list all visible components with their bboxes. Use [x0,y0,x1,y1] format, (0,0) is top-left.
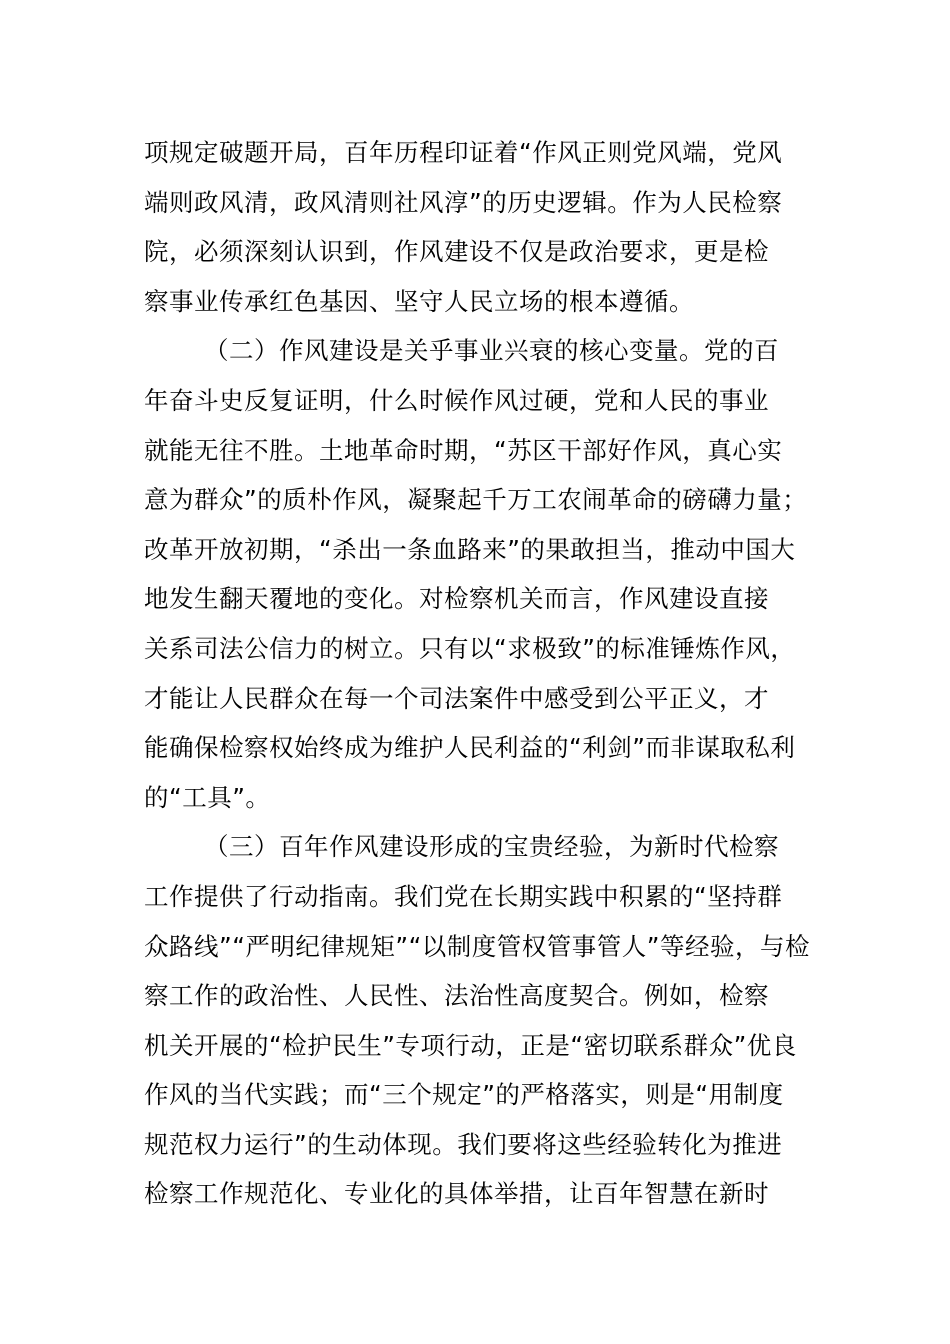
text-line: 能确保检察权始终成为维护人民利益的“利剑”而非谋取私利 [144,733,796,763]
paragraph-3-first-line: （三）百年作风建设形成的宝贵经验，为新时代检察 [204,832,779,862]
text-line: 的“工具”。 [144,782,271,812]
text-line: 端则政风清，政风清则社风淳”的历史逻辑。作为人民检察 [144,187,783,217]
text-line: 地发生翻天覆地的变化。对检察机关而言，作风建设直接 [144,584,769,614]
text-line: 机关开展的“检护民生”专项行动，正是“密切联系群众”优良 [144,1030,797,1060]
text-line: 项规定破题开局，百年历程印证着“作风正则党风端，党风 [144,138,783,167]
text-line: 检察工作规范化、专业化的具体举措，让百年智慧在新时 [144,1179,769,1209]
text-line: 作风的当代实践；而“三个规定”的严格落实，则是“用制度 [144,1080,784,1110]
text-line: 察工作的政治性、人民性、法治性高度契合。例如，检察 [144,981,769,1011]
text-line: 察事业传承红色基因、坚守人民立场的根本遵循。 [144,286,694,316]
text-line: 才能让人民群众在每一个司法案件中感受到公平正义，才 [144,683,769,713]
text-line: 院，必须深刻认识到，作风建设不仅是政治要求，更是检 [144,237,769,267]
text-line: 就能无往不胜。土地革命时期，“苏区干部好作风，真心实 [144,435,783,465]
paragraph-2-first-line: （二）作风建设是关乎事业兴衰的核心变量。党的百 [204,336,779,366]
text-line: 意为群众”的质朴作风，凝聚起千万工农闹革命的磅礴力量； [144,485,808,515]
text-line: 关系司法公信力的树立。只有以“求极致”的标准锤炼作风， [144,633,796,663]
text-line: 众路线”“严明纪律规矩”“以制度管权管事管人”等经验，与检 [144,931,810,961]
text-line: 改革开放初期，“杀出一条血路来”的果敢担当，推动中国大 [144,534,796,564]
text-line: 规范权力运行”的生动体现。我们要将这些经验转化为推进 [144,1129,783,1159]
text-line: 工作提供了行动指南。我们党在长期实践中积累的“坚持群 [144,881,783,911]
text-line: 年奋斗史反复证明，什么时候作风过硬，党和人民的事业 [144,385,769,415]
body-text [144,128,814,1219]
